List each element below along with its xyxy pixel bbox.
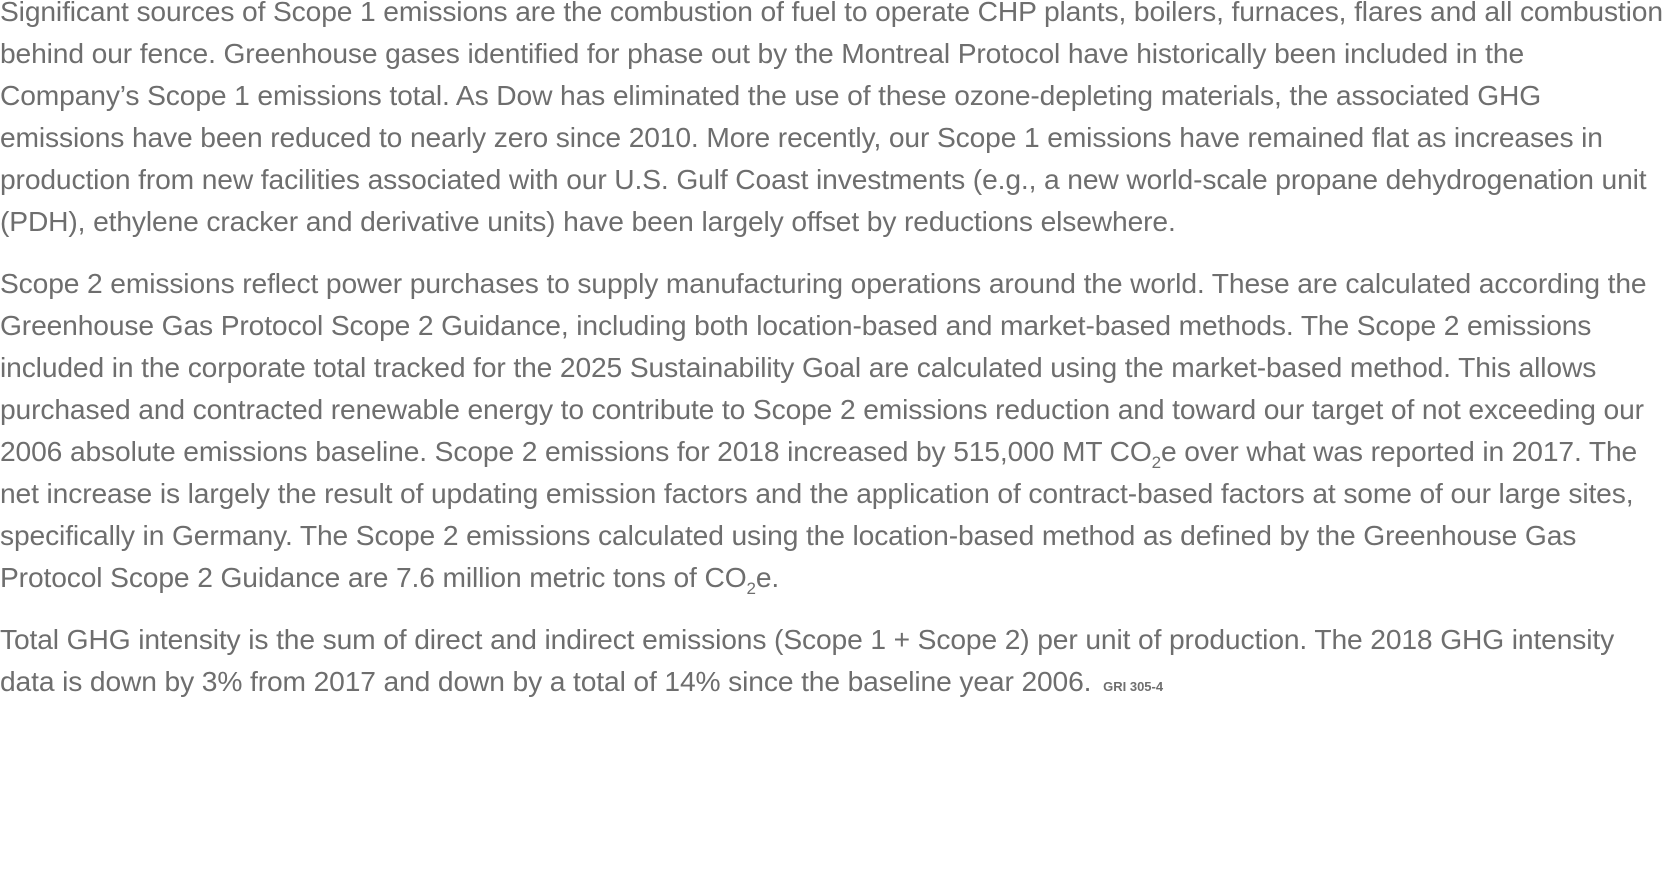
- co2-subscript: 2: [746, 579, 756, 598]
- gri-reference-tag: GRI 305-4: [1103, 679, 1164, 694]
- paragraph-scope2-text-part2: e over what was reported in 2017. The net increase is largely the result of updating emission factors and the application of contract-based factors at some of our large sites, specifically in Germany. The Scope 2 emissions calculated using the location-based method as defined by the Greenhouse Gas Protocol Scope 2 Guidance are 7.6 million metric tons of CO: [0, 435, 1638, 593]
- paragraph-scope2-text-part1: Scope 2 emissions reflect power purchases to supply manufacturing operations around the world. These are calculated according the Greenhouse Gas Protocol Scope 2 Guidance, including both location-based and market-based methods. The Scope 2 emissions included in the corporate total tracked for the 2025 Sustainability Goal are calculated using the market-based method. This allows purchased and contracted renewable energy to contribute to Scope 2 emissions reduction and toward our target of not exceeding our 2006 absolute emissions baseline. Scope 2 emissions for 2018 increased by 515,000 MT CO: [0, 267, 1647, 467]
- co2-subscript: 2: [1151, 453, 1162, 472]
- paragraph-scope1: [0, 0, 1666, 242]
- paragraph-intensity: [0, 618, 1666, 708]
- paragraph-scope2-text-part3: e.: [755, 561, 780, 593]
- paragraph-scope2: [0, 262, 1666, 598]
- paragraph-scope1-text: Significant sources of Scope 1 emissions are the combustion of fuel to operate CHP plants, boilers, furnaces, flares and all combustion behind our fence. Greenhouse gases identified for phase out by the Montreal Protocol have historically been included in the Company’s Scope 1 emissions total. As Dow has eliminated the use of these ozone-depleting materials, the associated GHG emissions have been reduced to nearly zero since 2010. More recently, our Scope 1 emissions have remained flat as increases in production from new facilities associated with our U.S. Gulf Coast investments (e.g., a new world-scale propane dehydrogenation unit (PDH), ethylene cracker and derivative units) have been largely offset by reductions elsewhere.: [0, 0, 1663, 237]
- paragraph-intensity-text: Total GHG intensity is the sum of direct and indirect emissions (Scope 1 + Scope 2) per unit of production. The 2018 GHG intensity data is down by 3% from 2017 and down by a total of 14% since the baseline year 2006.: [0, 623, 1615, 697]
